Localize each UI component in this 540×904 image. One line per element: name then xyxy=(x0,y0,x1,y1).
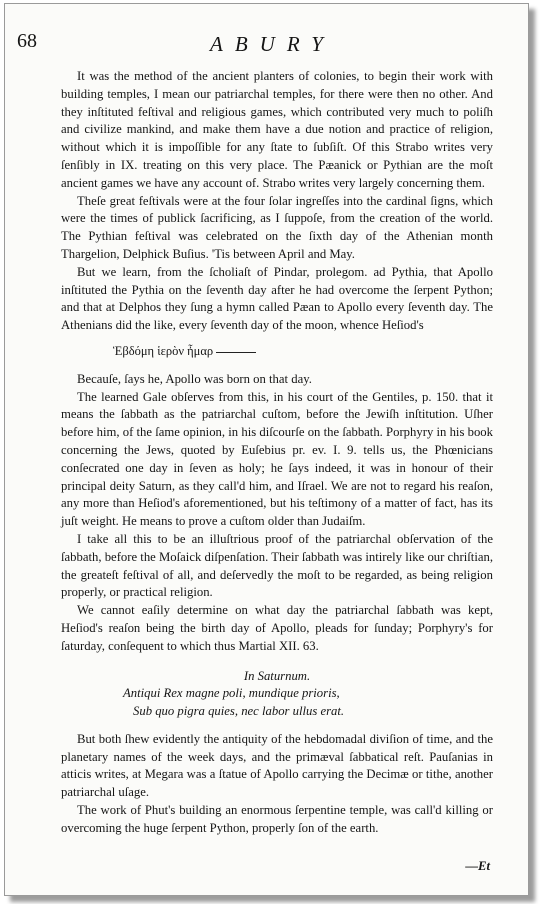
greek-quote xyxy=(61,343,493,361)
paragraph: But both ſhew evidently the antiquity of the hebdomadal diviſion of time, and the planetary names of the week days, and the primæval ſabbatical reſt. Pauſanias in atticis writes, at Megara was a ſtatue of Apollo carrying the Decimæ or tithe, another patriarchal uſage. xyxy=(61,731,493,800)
paragraph: Theſe great feſtivals were at the four ſolar ingreſſes into the cardinal ſigns, which were the times of publick ſacrificing, as I ſuppoſe, from the creation of the world. The Pythian feſtival was celebrated on the ſixth day of the Athenian month Thargelion, Delphick Buſius. 'Tis between April and May. xyxy=(61,193,493,261)
paragraph: The learned Gale obſerves from this, in his court of the Gentiles, p. 150. that it means the ſabbath as the patriarchal cuſtom, before the Jewiſh inſtitution. Uſher before him, of the ſame opinion, in his diſcourſe on the ſabbath. Porphyry in his book concerning the Jews, quoted by Euſebius pr. ev. I. 9. tells us, the Phœnicians conſecrated one day in ſeven as holy; he ſays indeed, it was in honour of their principal deity Saturn, as they call'd him, and Iſrael. We are not to regard his reaſon, any more than Heſiod's aforementioned, but his teſtimony of a matter of fact, has its juſt weight. He means to prove a cuſtom older than Judaiſm. xyxy=(61,389,493,529)
running-title: ABURY xyxy=(210,32,335,56)
spacer xyxy=(61,721,493,731)
quote-rule xyxy=(216,352,256,353)
paragraph: We cannot eaſily determine on what day the patriarchal ſabbath was kept, Heſiod's reaſon being the birth day of Apollo, pleads for ſunday; Porphyry's for ſaturday, conſequent to which thus Martial XII. 63. xyxy=(61,603,493,653)
verse-line xyxy=(61,703,493,721)
catchword: —Et xyxy=(465,859,490,873)
paragraph: The work of Phut's building an enormous ſerpentine temple, was call'd killing or overcoming the huge ſerpent Python, properly ſon of the earth. xyxy=(61,803,493,835)
verse-line: Antiqui Rex magne poli, mundique prioris, xyxy=(123,686,340,701)
paragraph: I take all this to be an illuſtrious proof of the patriarchal obſervation of the ſabbath, before the Moſaick diſpenſation. Their ſabbath was intirely like our chriſtian, the greateſt feſtival of all, and deſervedly the moſt to be regarded, as being religion properly, or practical religion. xyxy=(61,531,493,600)
paragraph: It was the method of the ancient planters of colonies, to begin their work with building temples, I mean our patriarchal temples, for there were then no other. And they inſtituted feſtival and religious games, which contributed very much to poliſh and civilize mankind, and make them have a due notion and practice of religion, without which it is impoſſible for any ſtate to ſubſiſt. Of this Strabo writes very ſenſibly in IX. treating on this very place. The Pæanick or Pythian are the moſt ancient games we have any account of. Strabo writes very largely concerning them. xyxy=(61,69,493,190)
page-body xyxy=(61,68,493,838)
verse-title: In Saturnum. xyxy=(243,668,311,683)
greek-quote-text: Ἑβδόμη ἱερὸν ἦμαρ xyxy=(113,343,214,358)
paragraph: Becauſe, ſays he, Apollo was born on that day. xyxy=(77,371,312,386)
verse-line-text: Sub quo pigra quies, nec labor ullus erat. xyxy=(133,704,345,719)
paragraph: But we learn, from the ſcholiaſt of Pindar, prolegom. ad Pythia, that Apollo inſtituted the Pythia on the ſeventh day after he had overcome the ſerpent Python; and that at Delphos they ſung a hymn called Pæan to Apollo every ſeventh day. The Athenians did the like, every ſeventh day of the moon, whence Heſiod's xyxy=(61,264,493,333)
book-page xyxy=(4,3,529,896)
page-number: 68 xyxy=(17,30,37,52)
